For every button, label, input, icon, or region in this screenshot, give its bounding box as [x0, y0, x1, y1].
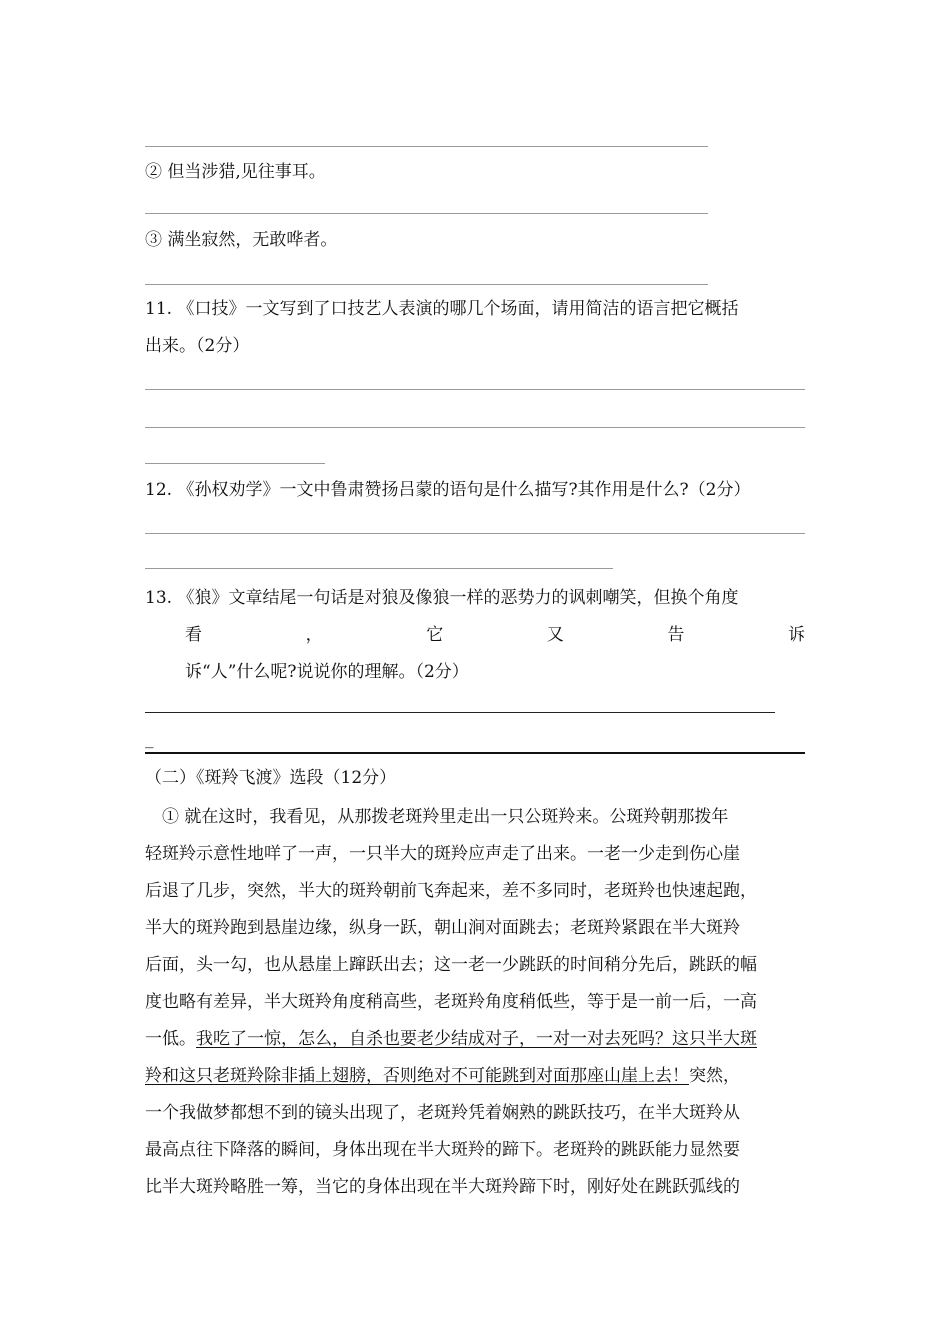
- spread-char: ，: [305, 625, 323, 645]
- passage-line: ① 就在这时，我看见，从那拨老斑羚里走出一只公斑羚来。公斑羚朝那拨年: [145, 807, 729, 827]
- answer-line: [145, 463, 325, 464]
- answer-line: [145, 213, 708, 214]
- passage-text: 一低。: [145, 1029, 196, 1049]
- spread-char: 看: [185, 625, 202, 645]
- spread-char: 它: [426, 625, 444, 645]
- answer-line: [145, 389, 805, 390]
- passage-line: 最高点往下降落的瞬间，身体出现在半大斑羚的蹄下。老斑羚的跳跃能力显然要: [145, 1140, 740, 1160]
- spread-char: 又: [546, 625, 564, 645]
- passage-line: 一个我做梦都想不到的镜头出现了，老斑羚凭着娴熟的跳跃技巧，在半大斑羚从: [145, 1103, 740, 1123]
- question-10-2: ② 但当涉猎,见往事耳。: [145, 162, 326, 182]
- question-10-3: ③ 满坐寂然，无敢哗者。: [145, 230, 338, 250]
- passage-line: 后面，头一勾，也从悬崖上蹿跃出去；这一老一少跳跃的时间稍分先后，跳跃的幅: [145, 955, 757, 975]
- passage-line: [145, 1065, 740, 1087]
- underlined-sentence: 我吃了一惊，怎么，自杀也要老少结成对子，一对一对去死吗？这只半大斑: [196, 1029, 757, 1049]
- section-divider: [145, 752, 805, 754]
- answer-line: [145, 568, 613, 569]
- answer-line: [145, 533, 805, 534]
- passage-line: 度也略有差异，半大斑羚角度稍高些，老斑羚角度稍低些，等于是一前一后，一高: [145, 992, 757, 1012]
- section-2-heading: （二）《斑羚飞渡》选段（12分）: [145, 768, 397, 788]
- answer-line: [145, 284, 708, 285]
- passage-line: [145, 1028, 757, 1050]
- stray-mark: _: [145, 729, 154, 749]
- answer-line: [145, 427, 805, 428]
- question-13-line1: 13. 《狼》文章结尾一句话是对狼及像狼一样的恶势力的讽刺嘲笑，但换个角度: [145, 588, 739, 608]
- spread-char: 诉: [787, 625, 805, 645]
- question-12: 12. 《孙权劝学》一文中鲁肃赞扬吕蒙的语句是什么描写?其作用是什么?（2分）: [145, 480, 751, 500]
- passage-text: 突然，: [689, 1066, 740, 1086]
- answer-line: [145, 712, 775, 713]
- question-11-line2: 出来。（2分）: [145, 336, 250, 356]
- spread-char: 告: [667, 625, 685, 645]
- passage-line: 轻斑羚示意性地咩了一声，一只半大的斑羚应声走了出来。一老一少走到伤心崖: [145, 844, 740, 864]
- passage-line: 半大的斑羚跑到悬崖边缘，纵身一跃，朝山涧对面跳去；老斑羚紧跟在半大斑羚: [145, 918, 740, 938]
- answer-line: [145, 146, 708, 147]
- passage-line: 后退了几步，突然，半大的斑羚朝前飞奔起来，差不多同时，老斑羚也快速起跑，: [145, 881, 757, 901]
- question-13-spread-line: [185, 624, 805, 646]
- question-13-line3: 诉“人”什么呢?说说你的理解。（2分）: [185, 662, 469, 682]
- underlined-sentence: 羚和这只老斑羚除非插上翅膀，否则绝对不可能跳到对面那座山崖上去！: [145, 1066, 689, 1086]
- passage-line: 比半大斑羚略胜一筹，当它的身体出现在半大斑羚蹄下时，刚好处在跳跃弧线的: [145, 1177, 740, 1197]
- question-11-line1: 11. 《口技》一文写到了口技艺人表演的哪几个场面，请用简洁的语言把它概括: [145, 299, 739, 319]
